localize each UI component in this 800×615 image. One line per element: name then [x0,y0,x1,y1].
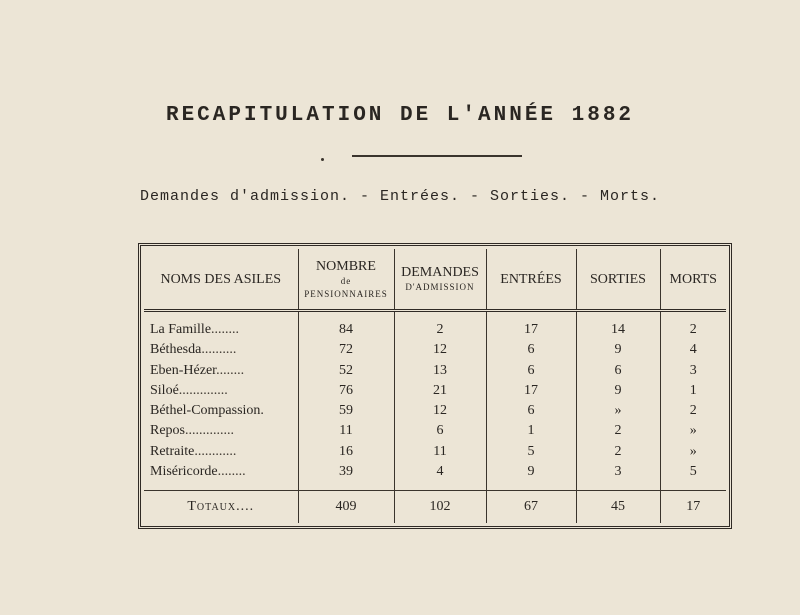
header-entrees: ENTRÉES [486,249,576,311]
cell-entrees: 9 [486,462,576,482]
cell-sorties: 2 [576,441,660,461]
header-sorties: SORTIES [576,249,660,311]
cell-demandes: 12 [394,401,486,421]
page-subtitle: Demandes d'admission. - Entrées. - Sorties. - Morts. [139,188,661,205]
cell-morts: » [660,421,726,441]
asile-name-text: Repos [150,423,185,439]
dot-leader: ........ [217,463,246,479]
table-row [144,340,726,360]
cell-nombre: 72 [298,340,394,360]
cell-demandes: 11 [394,441,486,461]
recap-table [144,249,726,523]
cell-morts: 2 [660,401,726,421]
totals-morts: 17 [660,491,726,524]
cell-sorties: » [576,401,660,421]
asile-name [144,441,298,461]
totals-sorties: 45 [576,491,660,524]
header-nombre-line3: PENSIONNAIRES [304,288,388,299]
cell-morts: » [660,441,726,461]
header-noms: NOMS DES ASILES [144,249,298,311]
totals-entrees: 67 [486,491,576,524]
header-nombre-line2: de [340,275,352,286]
asile-name-text: Béthesda [150,342,202,358]
cell-demandes: 12 [394,340,486,360]
header-morts: MORTS [660,249,726,311]
asile-name [144,361,298,381]
cell-sorties: 9 [576,340,660,360]
asile-name [144,462,298,482]
spacer-row [144,482,726,491]
table-row [144,320,726,340]
header-demandes [394,249,486,311]
cell-demandes: 2 [394,320,486,340]
cell-sorties: 3 [576,462,660,482]
dot-leader: .............. [185,423,234,439]
table-row [144,381,726,401]
asile-name [144,320,298,340]
cell-morts: 3 [660,361,726,381]
asile-name-text: Miséricorde [150,463,218,479]
asile-name-text: Béthel-Compassion. [150,403,264,419]
asile-name [144,340,298,360]
spacer-row [144,311,726,321]
cell-entrees: 1 [486,421,576,441]
cell-demandes: 21 [394,381,486,401]
cell-morts: 5 [660,462,726,482]
totals-demandes: 102 [394,491,486,524]
cell-sorties: 9 [576,381,660,401]
asile-name-text: La Famille [150,322,212,338]
asile-name [144,401,298,421]
table-row [144,462,726,482]
table-row [144,361,726,381]
cell-nombre: 16 [298,441,394,461]
table-row [144,441,726,461]
title-divider [352,155,522,157]
totals-nombre: 409 [298,491,394,524]
cell-demandes: 13 [394,361,486,381]
cell-entrees: 17 [486,381,576,401]
table-row [144,421,726,441]
cell-nombre: 84 [298,320,394,340]
asile-name [144,421,298,441]
header-nombre-line1: NOMBRE [316,258,376,274]
decorative-dot [321,158,324,161]
table-row [144,401,726,421]
totals-row [144,491,726,524]
dot-leader: ........ [211,322,240,338]
dot-leader: .......... [201,342,237,358]
page-title: RECAPITULATION DE L'ANNÉE 1882 [165,104,635,127]
cell-entrees: 6 [486,361,576,381]
asile-name [144,381,298,401]
totals-label: Totaux.... [144,491,298,524]
cell-nombre: 39 [298,462,394,482]
asile-name-text: Siloé [150,382,179,398]
cell-sorties: 6 [576,361,660,381]
cell-entrees: 6 [486,340,576,360]
header-row [144,249,726,311]
dot-leader: .............. [178,382,228,398]
header-nombre [298,249,394,311]
cell-nombre: 76 [298,381,394,401]
cell-nombre: 11 [298,421,394,441]
cell-entrees: 5 [486,441,576,461]
cell-nombre: 52 [298,361,394,381]
cell-demandes: 4 [394,462,486,482]
cell-entrees: 6 [486,401,576,421]
cell-sorties: 2 [576,421,660,441]
cell-morts: 1 [660,381,726,401]
dot-leader: ........ [216,362,245,378]
cell-demandes: 6 [394,421,486,441]
asile-name-text: Retraite [150,443,195,459]
cell-morts: 2 [660,320,726,340]
cell-entrees: 17 [486,320,576,340]
cell-sorties: 14 [576,320,660,340]
asile-name-text: Eben-Hézer [150,362,217,378]
dot-leader: ............ [194,443,237,459]
header-demandes-line1: DEMANDES [401,265,479,280]
cell-morts: 4 [660,340,726,360]
header-demandes-line2: D'ADMISSION [405,282,475,292]
cell-nombre: 59 [298,401,394,421]
